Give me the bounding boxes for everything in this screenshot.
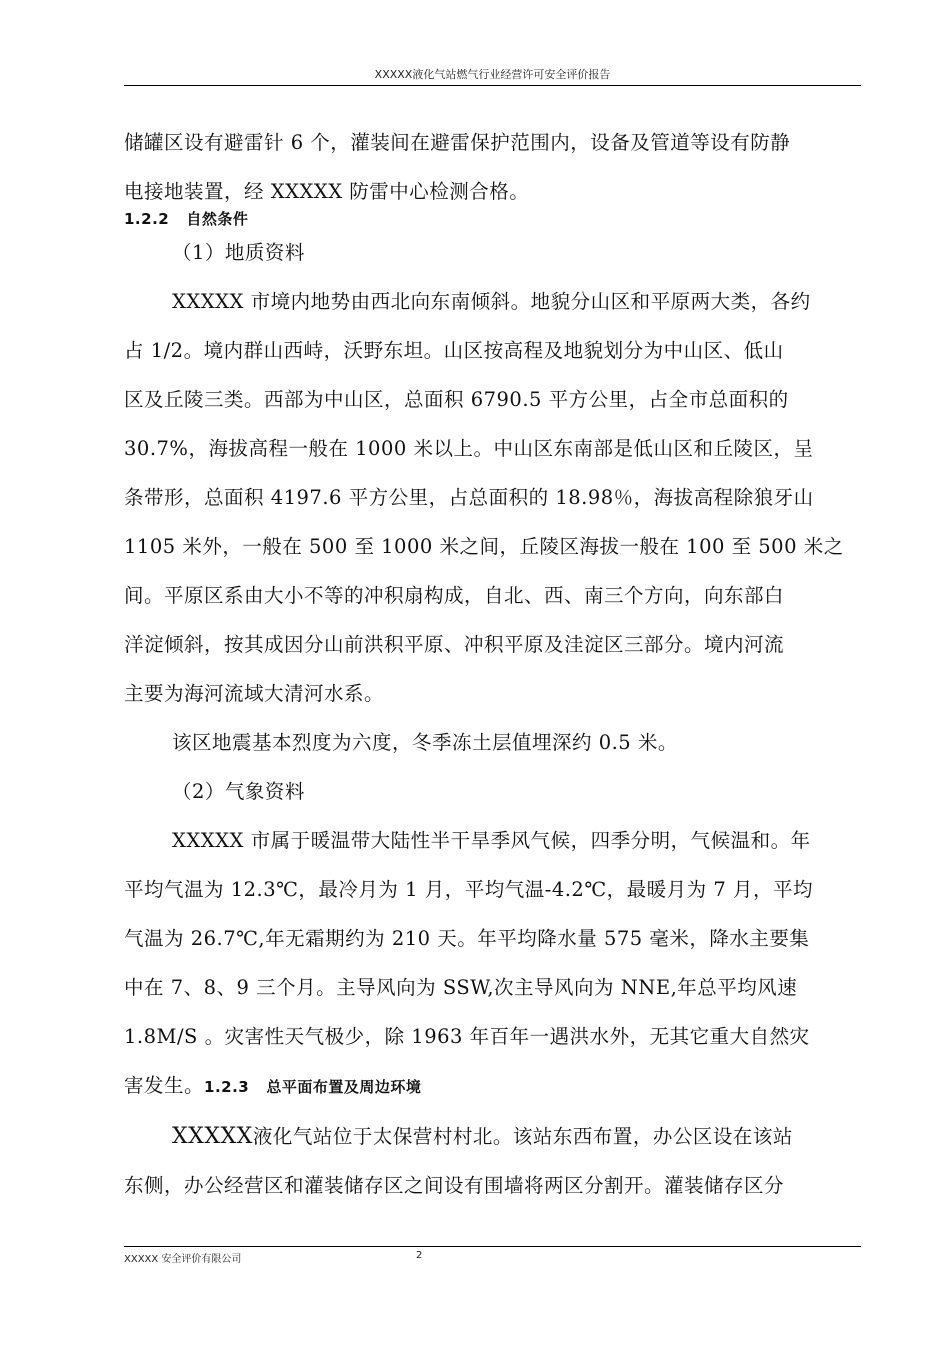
subheading-geology: （1）地质资料 xyxy=(172,241,305,264)
paragraph-line: 1.8M/S 。灾害性天气极少，除 1963 年百年一遇洪水外，无其它重大自然灾 xyxy=(124,1025,810,1048)
paragraph-line: 该区地震基本烈度为六度，冬季冻土层值埋深约 0.5 米。 xyxy=(172,731,678,754)
section-title: 总平面布置及周边环境 xyxy=(266,1078,422,1096)
paragraph-line: 储罐区设有避雷针 6 个，灌装间在避雷保护范围内，设备及管道等设有防静 xyxy=(124,131,791,154)
paragraph-text: 液化气站位于太保营村村北。该站东西布置，办公区设在该站 xyxy=(252,1125,793,1148)
paragraph-line: 东侧，办公经营区和灌装储存区之间设有围墙将两区分割开。灌装储存区分 xyxy=(124,1174,785,1197)
paragraph-line: XXXXX 市属于暖温带大陆性半干旱季风气候，四季分明，气候温和。年 xyxy=(172,829,811,852)
footer-company: XXXXX 安全评价有限公司 xyxy=(124,1254,242,1265)
paragraph-line: 电接地装置，经 XXXXX 防雷中心检测合格。 xyxy=(124,180,530,203)
section-title: 自然条件 xyxy=(186,210,249,228)
subheading-climate: （2）气象资料 xyxy=(172,780,305,803)
paragraph-line: 30.7%，海拔高程一般在 1000 米以上。中山区东南部是低山区和丘陵区，呈 xyxy=(124,437,814,460)
footer-rule xyxy=(124,1246,861,1247)
paragraph-line: 1105 米外，一般在 500 至 1000 米之间，丘陵区海拔一般在 100 至 500 米之 xyxy=(124,535,844,558)
paragraph-line xyxy=(124,1112,864,1161)
paragraph-line: 洋淀倾斜，按其成因分山前洪积平原、冲积平原及洼淀区三部分。境内河流 xyxy=(124,633,785,656)
section-number: 1.2.3 xyxy=(204,1078,250,1096)
station-name: XXXXX xyxy=(172,1124,253,1149)
body-text xyxy=(124,118,864,1210)
paragraph-line: 区及丘陵三类。西部为中山区，总面积 6790.5 平方公里，占全市总面积的 xyxy=(124,388,789,411)
paragraph-line-with-heading xyxy=(124,1061,864,1112)
paragraph-line: 平均气温为 12.3℃，最冷月为 1 月，平均气温-4.2℃，最暖月为 7 月，平均 xyxy=(124,878,813,901)
running-header: XXXXX液化气站燃气行业经营许可安全评价报告 xyxy=(374,68,611,81)
section-heading-1-2-3 xyxy=(204,1078,421,1096)
paragraph-line: 占 1/2。境内群山西峙，沃野东坦。山区按高程及地貌划分为中山区、低山 xyxy=(124,339,784,362)
paragraph-line: XXXXX 市境内地势由西北向东南倾斜。地貌分山区和平原两大类，各约 xyxy=(172,290,811,313)
paragraph-tail: 害发生。 xyxy=(124,1074,205,1097)
header-rule xyxy=(124,85,861,86)
paragraph-line: 中在 7、8、9 三个月。主导风向为 SSW,次主导风向为 NNE,年总平均风速 xyxy=(124,976,798,999)
paragraph-line: 主要为海河流域大清河水系。 xyxy=(124,682,385,705)
paragraph-line: 条带形，总面积 4197.6 平方公里，占总面积的 18.98％，海拔高程除狼牙山 xyxy=(124,486,814,509)
section-number: 1.2.2 xyxy=(124,210,170,228)
page-number: 2 xyxy=(416,1250,423,1261)
paragraph-line: 气温为 26.7℃,年无霜期约为 210 天。年平均降水量 575 毫米，降水主要集 xyxy=(124,927,810,950)
paragraph-line: 间。平原区系由大小不等的冲积扇构成，自北、西、南三个方向，向东部白 xyxy=(124,584,785,607)
